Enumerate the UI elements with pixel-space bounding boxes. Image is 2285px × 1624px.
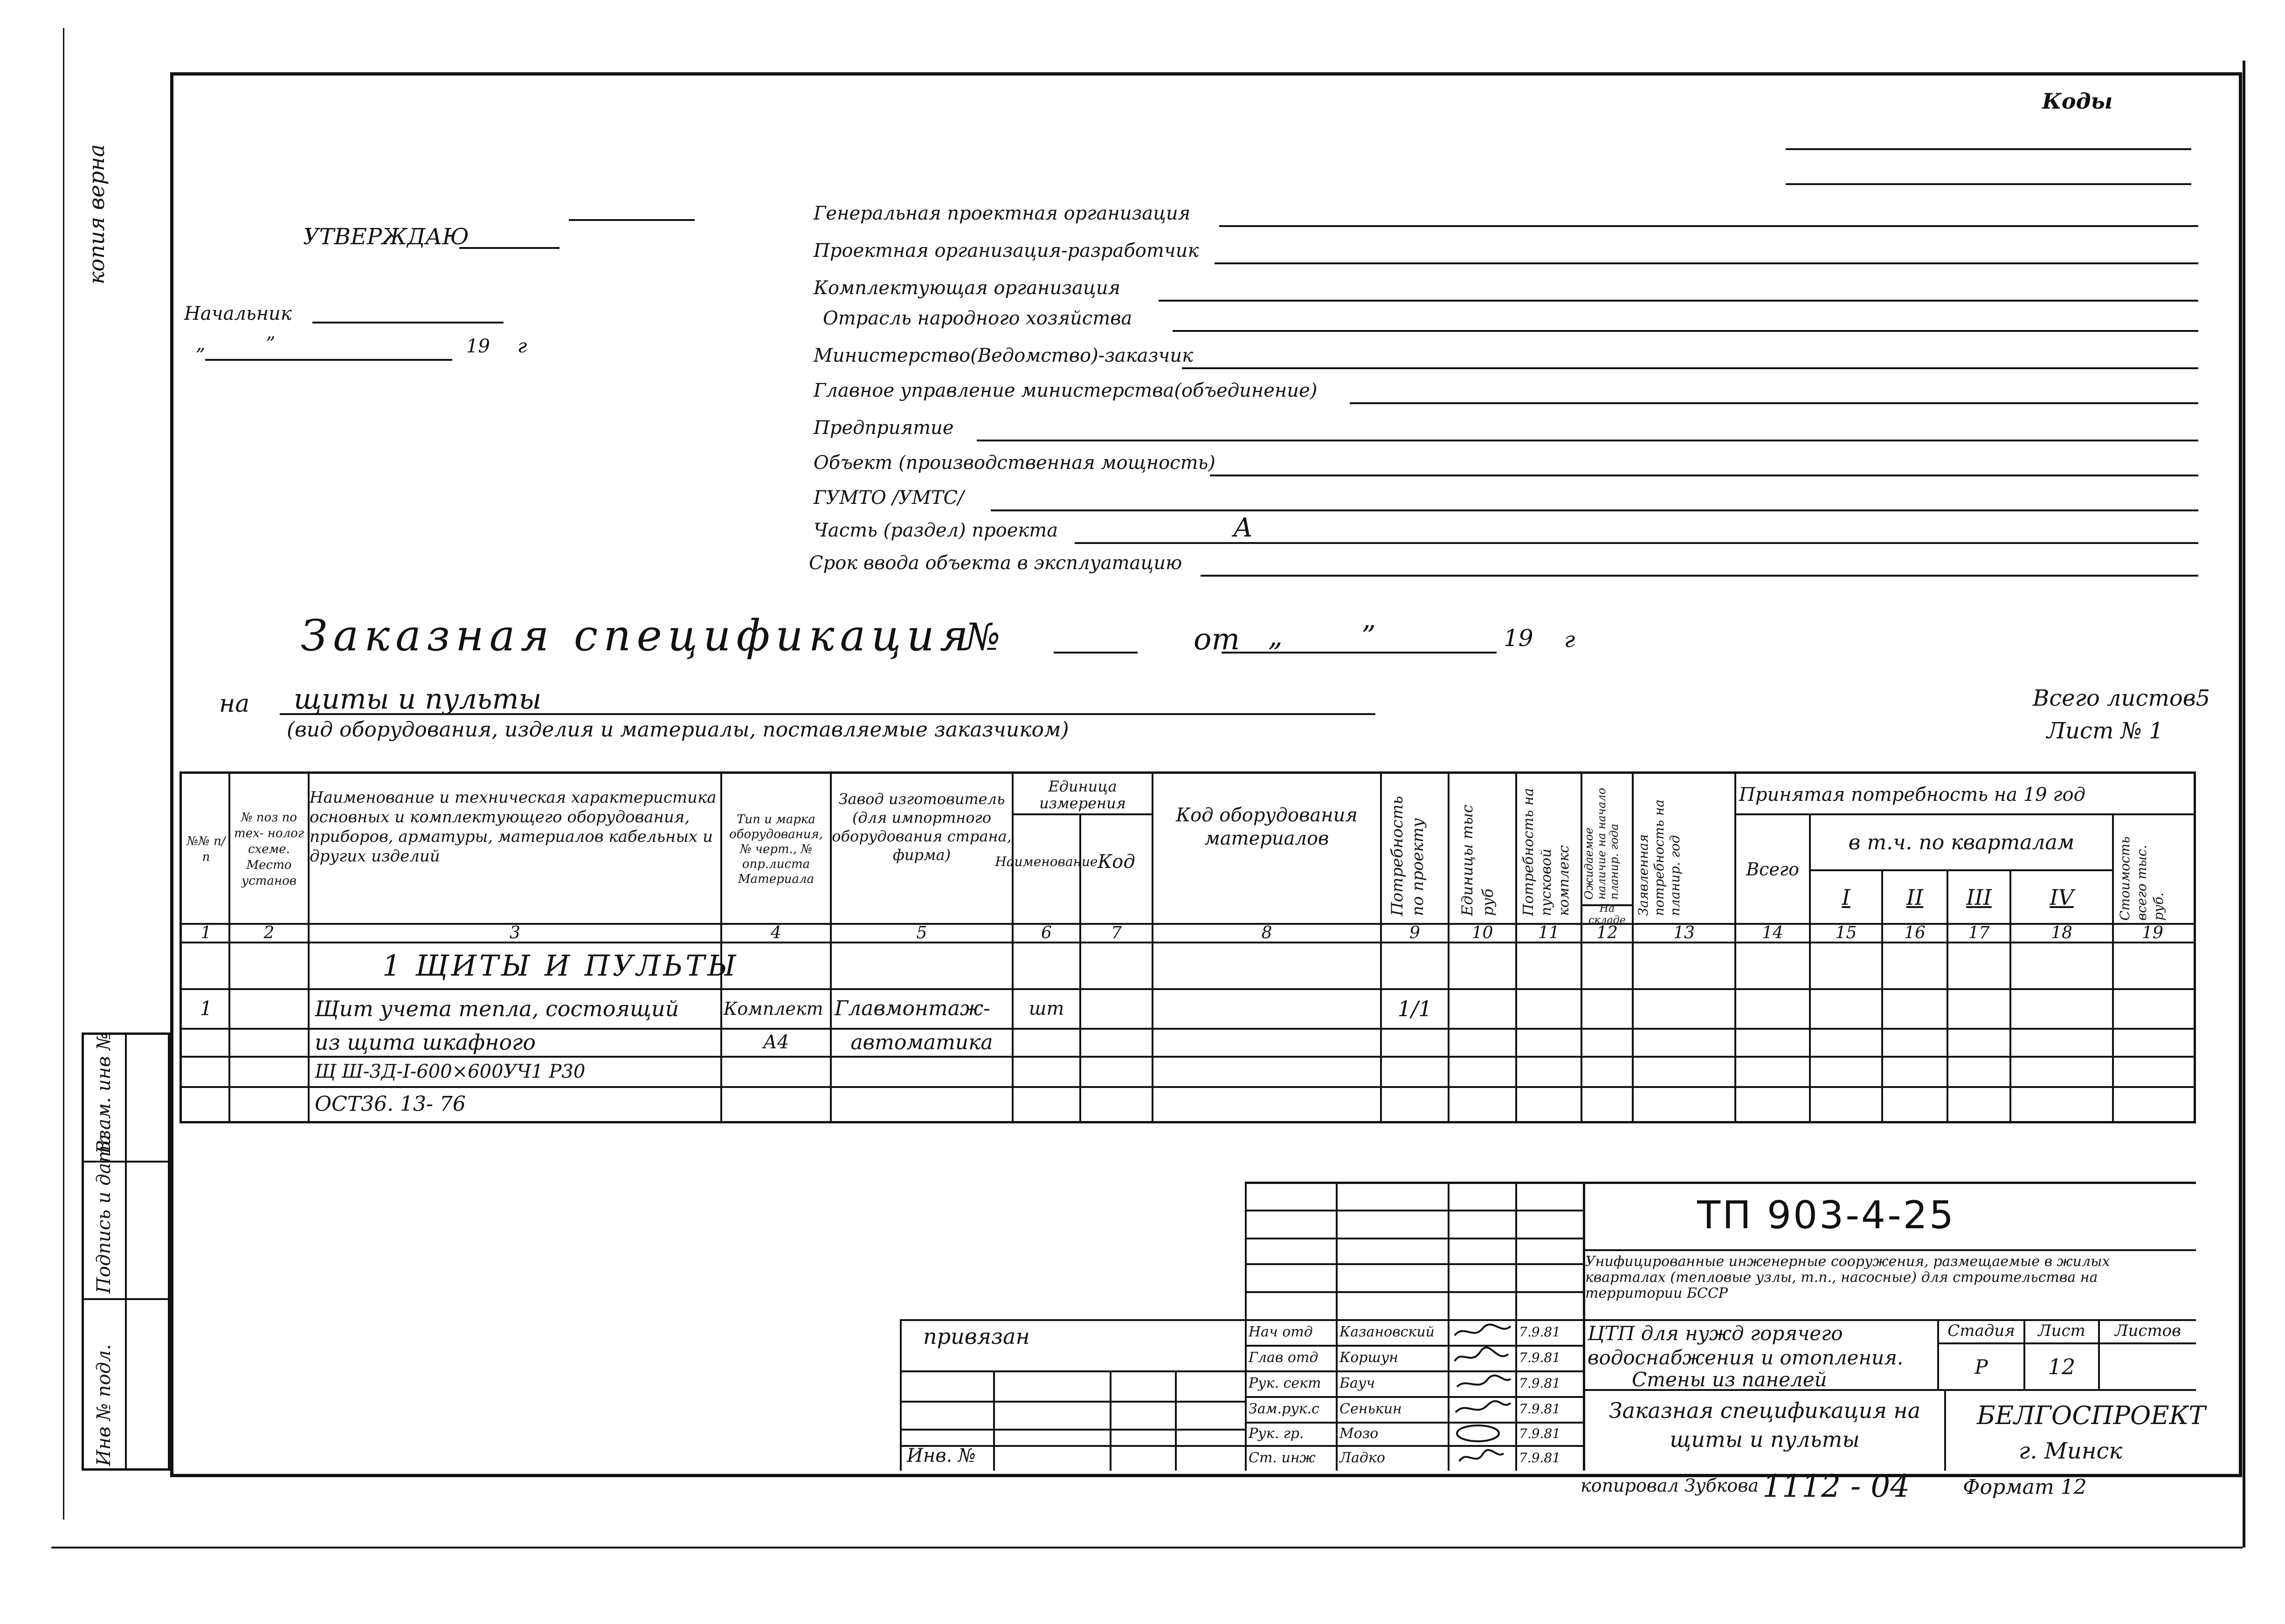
column-number: 17 — [1968, 923, 1990, 943]
field-label: ГУМТО /УМТС/ — [814, 487, 964, 509]
row-type: А4 — [763, 1032, 789, 1053]
specification-table — [179, 771, 2196, 1123]
row-unit: шт — [1029, 998, 1064, 1019]
title-number-line — [1054, 652, 1138, 654]
approve-line — [459, 247, 559, 249]
chief-label: Начальник — [184, 303, 292, 324]
stage-grid — [1937, 1319, 2196, 1389]
row-maker: автоматика — [850, 1030, 993, 1054]
row-name: из щита шкафного — [315, 1030, 536, 1055]
subject-line — [280, 713, 1375, 715]
column-number: 4 — [771, 923, 781, 943]
stamp-top-line — [1245, 1182, 2196, 1184]
left-edge-line — [63, 28, 64, 1520]
header-equipment-code: Код оборудования материалов — [1176, 805, 1358, 849]
stage-value: Р — [1974, 1355, 1988, 1378]
field-line — [1210, 475, 2198, 476]
date: 7.9.81 — [1519, 1350, 1561, 1365]
section-title: 1 ЩИТЫ И ПУЛЬТЫ — [382, 948, 739, 983]
field-label: Объект (производственная мощность) — [814, 452, 1215, 474]
sheet-title: Заказная спецификация на щиты и пульты — [1608, 1398, 1921, 1452]
field-line — [1173, 330, 2198, 332]
title-date-line — [1222, 652, 1497, 654]
header-q2: II — [1906, 884, 1924, 910]
column-number: 1 — [200, 923, 212, 943]
order-number: 1112 - 04 — [1762, 1468, 1910, 1504]
field-label: Предприятие — [814, 417, 954, 439]
header-total: Всего — [1746, 859, 1799, 880]
document-title: Заказная спецификация — [301, 611, 974, 661]
name: Казановский — [1339, 1324, 1435, 1340]
header-name: Наименование и техническая характеристика основных и комплектующего оборудования, приборов, арматуры, материалов кабельных и других изделий — [310, 788, 717, 866]
field-line — [1182, 367, 2198, 369]
row-name: Щ Ш-3Д-I-600×600УЧ1 Р30 — [315, 1060, 586, 1082]
row-quantity: 1/1 — [1397, 996, 1432, 1021]
subject-prefix: на — [219, 690, 250, 718]
column-number: 19 — [2142, 923, 2163, 943]
signatures-image — [1450, 1319, 1515, 1471]
doc-title-line2: Стены из панелей — [1632, 1368, 1827, 1391]
header-q1: I — [1842, 884, 1850, 910]
role: Ст. инж — [1249, 1450, 1316, 1466]
field-label: Главное управление министерства(объединение) — [814, 380, 1318, 401]
org-divider — [1944, 1389, 1946, 1471]
row-type: Комплект — [724, 998, 823, 1019]
role: Рук. гр. — [1249, 1425, 1304, 1442]
doc-title-line1: ЦТП для нужд горячего водоснабжения и отопления. — [1588, 1322, 1904, 1369]
title-quote-open: „ — [1268, 620, 1283, 653]
sheets-label: Листов — [2115, 1321, 2181, 1340]
left-margin-stamp — [82, 1032, 170, 1471]
field-label: Проектная организация-разработчик — [814, 240, 1199, 261]
title-year: 19 — [1504, 625, 1533, 652]
row-name: ОСТ36. 13- 76 — [315, 1092, 466, 1116]
date: 7.9.81 — [1519, 1450, 1561, 1466]
name: Коршун — [1339, 1349, 1399, 1366]
copied-by: копировал Зубкова — [1581, 1475, 1759, 1496]
column-number: 9 — [1409, 923, 1420, 943]
sheets-total: Всего листов5 — [2033, 685, 2210, 711]
name: Мозо — [1339, 1425, 1379, 1442]
name: Сенькин — [1339, 1401, 1402, 1417]
subject-value: щиты и пульты — [294, 683, 542, 716]
row-number: 1 — [200, 997, 213, 1020]
row-maker: Главмонтаж- — [835, 997, 990, 1020]
column-number: 12 — [1596, 923, 1618, 943]
date-quote-open: „ — [196, 333, 206, 355]
column-number: 5 — [916, 923, 927, 943]
field-line — [1215, 262, 2198, 264]
column-number: 13 — [1673, 923, 1695, 943]
sheet-number: Лист № 1 — [2047, 718, 2163, 744]
header-unit-code: Код — [1098, 851, 1135, 873]
stamp-line — [1583, 1249, 2196, 1251]
chief-line — [312, 322, 504, 323]
column-number: 10 — [1471, 923, 1493, 943]
role: Глав отд — [1249, 1349, 1319, 1366]
column-number: 8 — [1261, 923, 1272, 943]
field-line — [1159, 300, 2198, 302]
copy-label: копия верна — [84, 144, 109, 284]
field-line — [1350, 402, 2198, 404]
header-q3: III — [1966, 884, 1992, 910]
codes-line — [1786, 183, 2191, 185]
column-number: 16 — [1904, 923, 1926, 943]
stage-label: Стадия — [1947, 1321, 2015, 1340]
subject-caption: (вид оборудования, изделия и материалы, поставляемые заказчиком) — [287, 718, 1069, 742]
approve-label: УТВЕРЖДАЮ — [303, 224, 469, 250]
title-number-label: № — [965, 615, 1001, 659]
signature-table — [1245, 1319, 1583, 1471]
column-number: 18 — [2051, 923, 2072, 943]
project-part-value: А — [1233, 513, 1253, 543]
header-cost: Стоимость всего тыс. руб. — [2117, 836, 2166, 921]
title-from-label: от — [1194, 622, 1240, 657]
row-name: Щит учета тепла, состоящий — [315, 996, 679, 1021]
sheet-label: Лист — [2038, 1321, 2085, 1340]
title-year-suffix: г — [1564, 627, 1575, 652]
bottom-edge-line — [51, 1547, 2243, 1548]
date: 7.9.81 — [1519, 1376, 1561, 1391]
header-position: № поз по тех- нолог схеме. Место установ — [234, 811, 304, 888]
left-stamp-label: Подпись и дата — [93, 1134, 115, 1294]
field-line — [977, 440, 2198, 441]
field-label: Комплектующая организация — [814, 277, 1121, 299]
codes-label: Коды — [2042, 89, 2113, 114]
title-quote-close: ” — [1361, 620, 1376, 653]
format-label: Формат 12 — [1963, 1475, 2087, 1499]
field-line — [1075, 542, 2198, 544]
date-line — [205, 359, 452, 361]
column-number: 7 — [1111, 923, 1122, 943]
header-launch-demand: Потребность на пусковой комплекс — [1520, 788, 1572, 916]
field-line — [991, 509, 2198, 511]
header-declared-demand: Заявленная потребность на планир. год — [1636, 799, 1683, 916]
stamp-upper-grid — [1245, 1182, 1583, 1319]
field-line — [1201, 575, 2198, 577]
header-stock-sub: На складе — [1588, 903, 1626, 926]
header-quarter-group: в т.ч. по кварталам — [1848, 830, 2075, 854]
column-number: 11 — [1538, 923, 1560, 943]
field-label: Срок ввода объекта в эксплуатацию — [809, 552, 1182, 574]
header-accepted-group: Принятая потребность на 19 год — [1739, 784, 2085, 805]
field-line — [1219, 225, 2198, 227]
date-suffix: г — [518, 336, 527, 357]
approve-line — [569, 219, 695, 221]
field-label: Министерство(Ведомство)-заказчик — [814, 345, 1193, 366]
stamp-divider — [1583, 1182, 1585, 1471]
header-type: Тип и марка оборудования, № черт., № опр.листа Материала — [729, 812, 823, 886]
name: Ладко — [1339, 1450, 1385, 1466]
header-unit-name: Наименование — [995, 854, 1098, 869]
project-description: Унифицированные инженерные сооружения, размещаемые в жилых кварталах (тепловые узлы, т.п., насосные) для строительства на территории БССР — [1585, 1253, 2110, 1301]
binding-label: привязан — [923, 1324, 1030, 1349]
date: 7.9.81 — [1519, 1401, 1561, 1417]
sheet-value: 12 — [2048, 1354, 2076, 1379]
project-code: ТП 903-4-25 — [1697, 1193, 1956, 1238]
column-number: 15 — [1835, 923, 1857, 943]
header-unit-group: Единица измерения — [1039, 777, 1126, 812]
role: Зам.рук.с — [1249, 1401, 1319, 1417]
field-label: Генеральная проектная организация — [814, 203, 1191, 224]
date: 7.9.81 — [1519, 1425, 1561, 1441]
role: Нач отд — [1249, 1324, 1313, 1340]
header-unit-price: Единицы тыс руб — [1458, 805, 1497, 916]
role: Рук. сект — [1249, 1375, 1321, 1391]
date: 7.9.81 — [1519, 1324, 1561, 1340]
column-number: 14 — [1762, 923, 1783, 943]
date-quote-close: ” — [266, 333, 276, 355]
header-q4: IV — [2050, 884, 2074, 910]
left-stamp-label: Инв № подл. — [93, 1344, 115, 1466]
header-number: №№ п/п — [186, 834, 226, 864]
codes-line — [1786, 148, 2191, 150]
name: Бауч — [1339, 1375, 1375, 1391]
field-label: Отрасль народного хозяйства — [823, 308, 1132, 329]
column-number: 6 — [1041, 923, 1052, 943]
column-number: 2 — [263, 923, 275, 943]
frame-right-double-line — [2243, 61, 2245, 1548]
city: г. Минск — [2019, 1438, 2122, 1464]
header-maker: Завод изготовитель (для импортного оборудования страна, фирма) — [832, 790, 1012, 864]
left-stamp-label: Взам. инв № — [93, 1032, 115, 1154]
field-label: Часть (раздел) проекта — [814, 520, 1058, 541]
organization: БЕЛГОСПРОЕКТ — [1977, 1401, 2206, 1430]
date-year: 19 — [466, 336, 490, 357]
header-demand: Потребность по проекту — [1388, 796, 1427, 916]
header-expected-stock: Ожидаемое наличие на начало планир. года — [1582, 788, 1621, 900]
column-number: 3 — [510, 923, 520, 943]
inventory-label: Инв. № — [907, 1445, 976, 1466]
